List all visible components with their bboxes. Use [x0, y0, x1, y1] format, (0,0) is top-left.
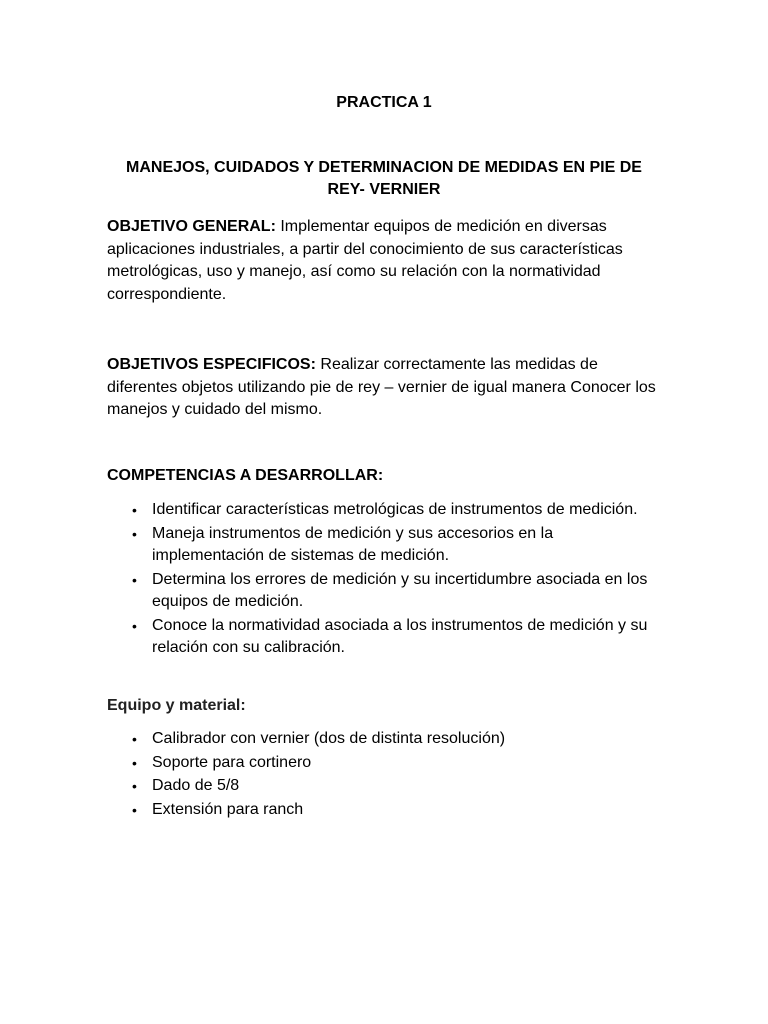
objetivos-especificos-label: OBJETIVOS ESPECIFICOS:: [107, 356, 316, 373]
bullet-icon: •: [132, 571, 137, 588]
list-item: • Conoce la normatividad asociada a los instrumentos de medición y su relación con su calibración.: [132, 616, 648, 656]
bullet-icon: •: [132, 525, 137, 542]
competencias-list: [107, 499, 667, 661]
list-item: • Identificar características metrológicas de instrumentos de medición.: [107, 499, 667, 522]
bullet-icon: •: [132, 801, 137, 818]
list-item: • Extensión para ranch: [107, 799, 667, 822]
objetivo-general-paragraph: [107, 216, 667, 306]
competencias-heading: COMPETENCIAS A DESARROLLAR:: [107, 467, 384, 484]
bullet-icon: •: [132, 731, 137, 747]
bullet-icon: •: [132, 617, 137, 634]
objetivo-general-label: OBJETIVO GENERAL:: [107, 218, 276, 235]
objetivos-especificos-paragraph: [107, 354, 667, 422]
document-subtitle: MANEJOS, CUIDADOS Y DETERMINACION DE MEDIDAS EN PIE DE REY- VERNIER: [126, 159, 642, 198]
list-item: • Determina los errores de medición y su incertidumbre asociada en los equipos de medición.: [132, 570, 648, 610]
objetivo-general-text: Implementar equipos de medición en diversas aplicaciones industriales, a partir del conocimiento de sus características metrológicas, uso y manejo, así como su relación con la normatividad correspondiente.: [107, 218, 623, 303]
list-item: • Soporte para cortinero: [107, 752, 667, 775]
list-item: • Calibrador con vernier (dos de distinta resolución): [107, 728, 667, 751]
bullet-icon: •: [132, 754, 137, 771]
list-item: • Maneja instrumentos de medición y sus accesorios en la implementación de sistemas de medición.: [132, 524, 554, 564]
equipo-heading: Equipo y material:: [107, 697, 246, 714]
bullet-icon: •: [132, 778, 137, 794]
list-item: • Dado de 5/8: [107, 775, 667, 798]
objetivos-especificos-text: Realizar correctamente las medidas de diferentes objetos utilizando pie de rey – vernier de igual manera Conocer los manejos y cuidado del mismo.: [107, 356, 656, 418]
equipo-list: [107, 728, 667, 822]
bullet-icon: •: [132, 502, 137, 518]
document-title: PRACTICA 1: [336, 94, 432, 111]
